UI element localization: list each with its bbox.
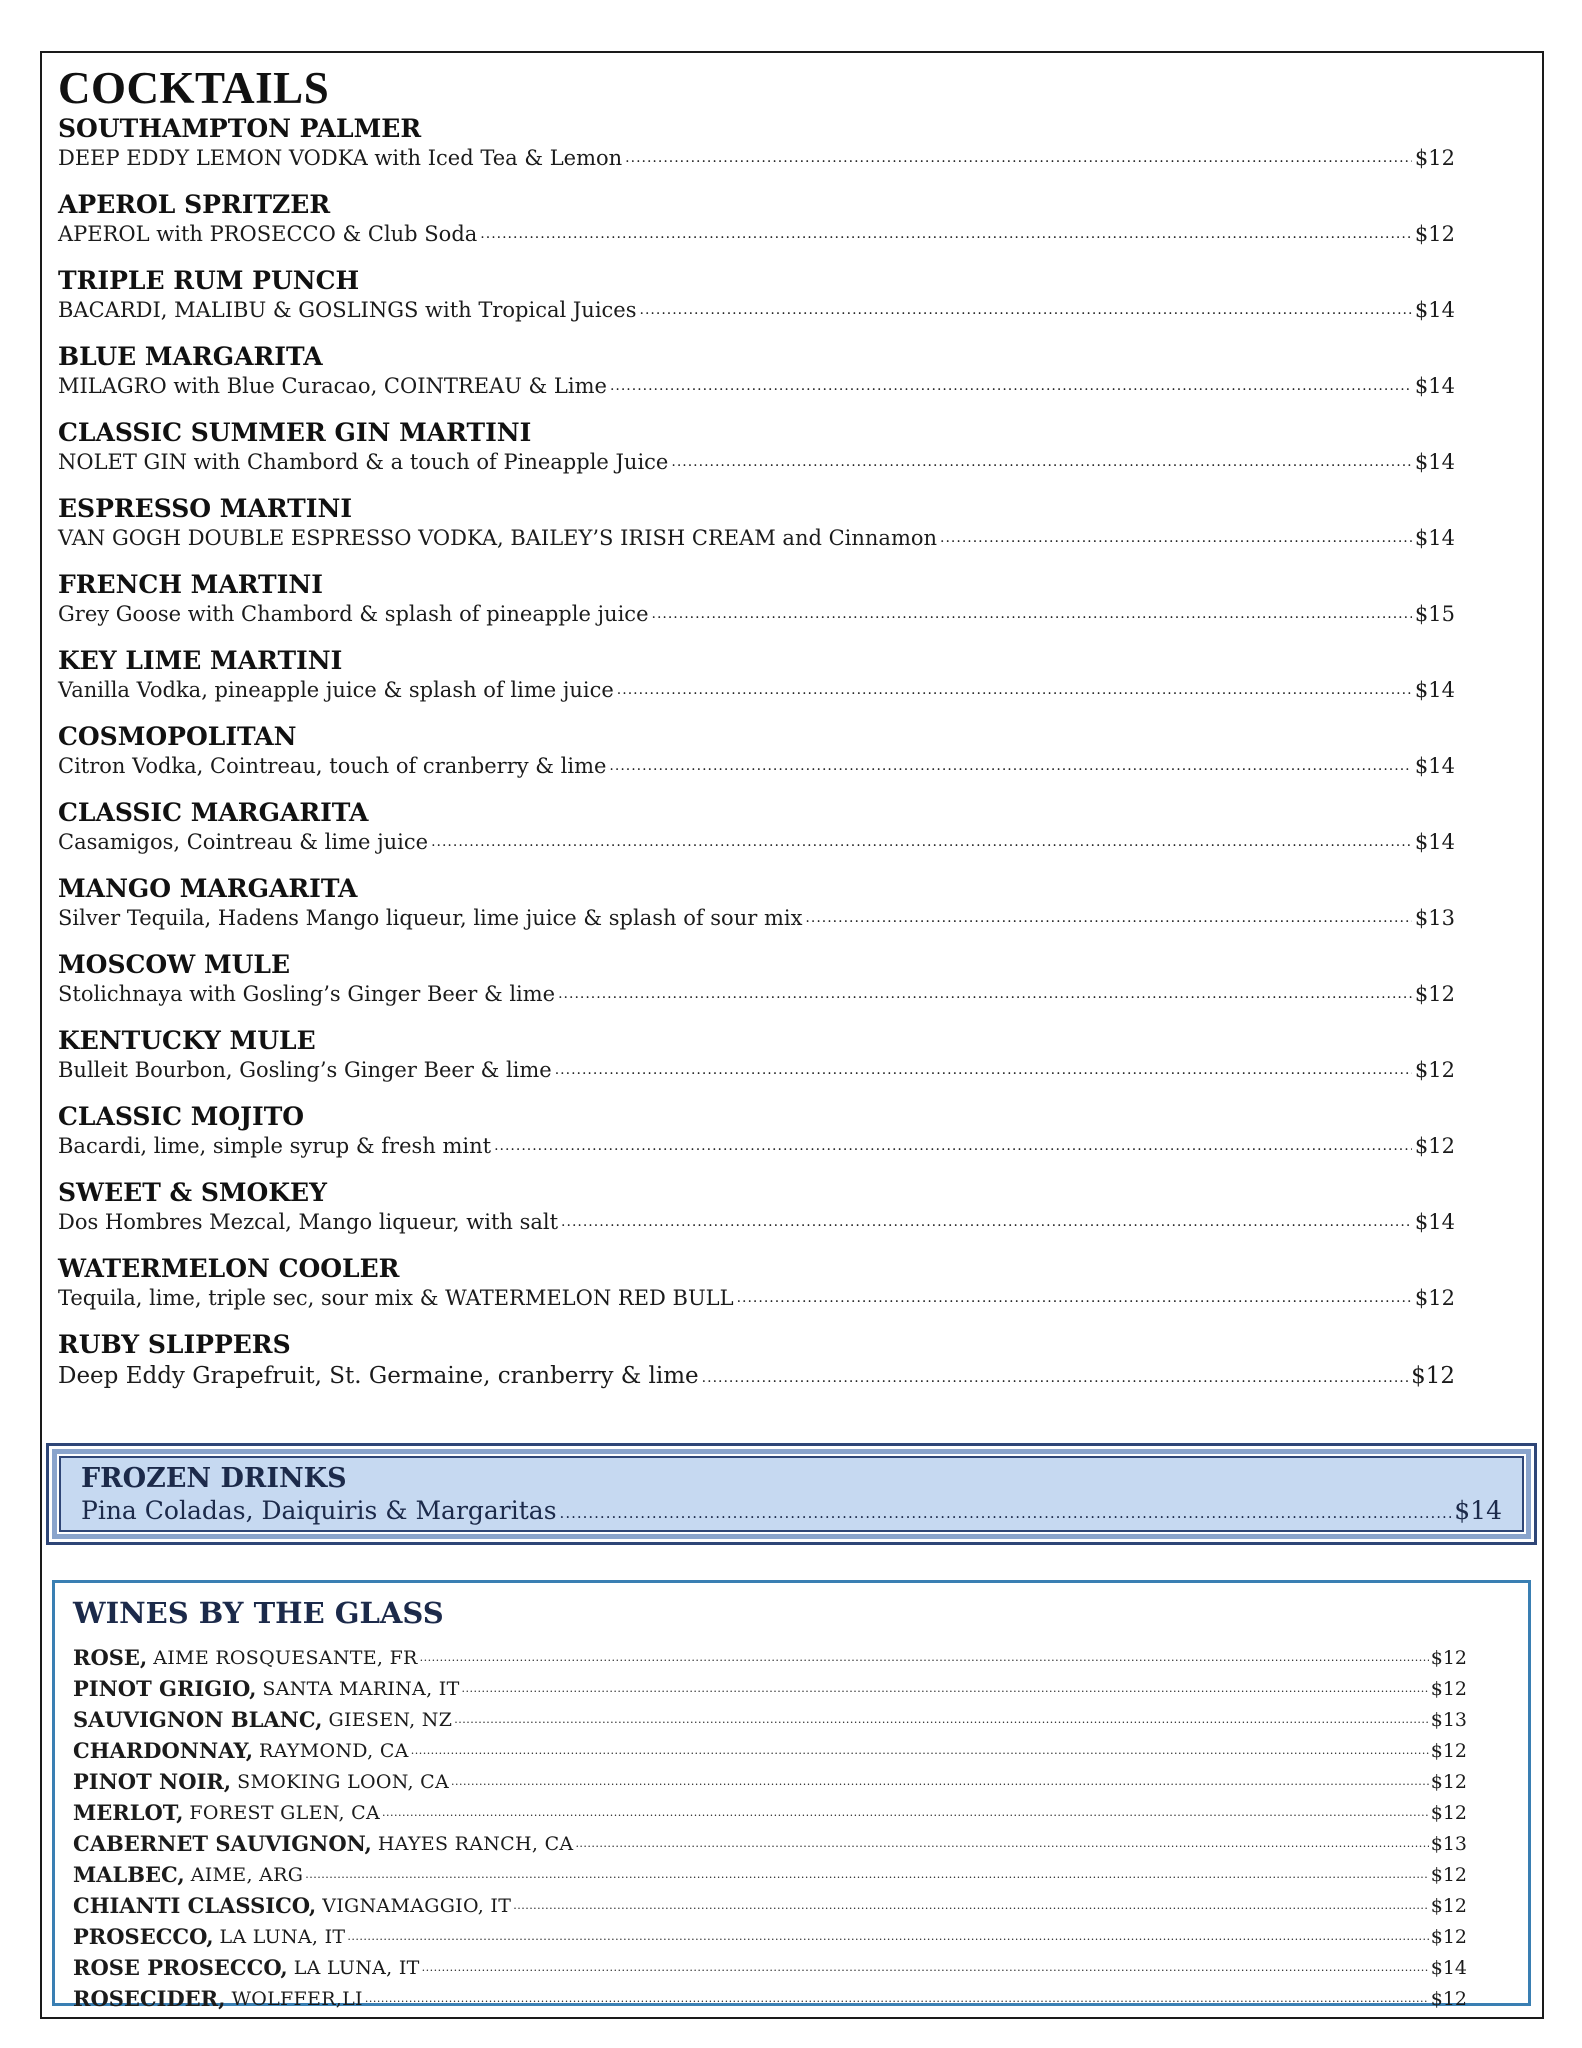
cocktail-name: SOUTHAMPTON PALMER (58, 114, 422, 143)
wine-price: $12 (1430, 1740, 1467, 1762)
cocktail-description: MILAGRO with Blue Curacao, COINTREAU & Lime (58, 374, 607, 398)
wine-origin: VIGNAMAGGIO, IT (322, 1895, 512, 1917)
dot-leader (561, 1212, 1412, 1232)
wine-origin: AIME, ARG (190, 1864, 304, 1886)
cocktail-line (58, 1132, 1455, 1160)
wine-price: $12 (1430, 1895, 1467, 1917)
cocktail-price: $13 (1414, 906, 1455, 930)
wine-origin: LA LUNA, IT (293, 1957, 420, 1979)
cocktail-item (58, 1178, 1455, 1236)
cocktail-price: $12 (1414, 222, 1455, 246)
dot-leader (382, 1806, 1429, 1820)
dot-leader (652, 604, 1412, 624)
dot-leader (558, 984, 1412, 1004)
wine-name: CHIANTI CLASSICO, (73, 1893, 317, 1918)
cocktail-price: $12 (1414, 1286, 1455, 1310)
cocktail-name: COSMOPOLITAN (58, 722, 297, 751)
frozen-drinks-line (81, 1494, 1502, 1528)
cocktail-description: Dos Hombres Mezcal, Mango liqueur, with salt (58, 1210, 559, 1234)
cocktail-price: $14 (1414, 754, 1455, 778)
wine-item (73, 1856, 1467, 1887)
dot-leader (431, 832, 1412, 852)
cocktail-description: Deep Eddy Grapefruit, St. Germaine, cranberry & lime (58, 1363, 699, 1389)
dot-leader (610, 376, 1412, 396)
frozen-drinks-description: Pina Coladas, Daiquiris & Margaritas (81, 1496, 557, 1525)
cocktail-item (58, 1102, 1455, 1160)
cocktail-description: NOLET GIN with Chambord & a touch of Pineapple Juice (58, 450, 669, 474)
cocktail-name: APEROL SPRITZER (58, 190, 331, 219)
wine-item (73, 1701, 1467, 1732)
cocktail-name: ESPRESSO MARTINI (58, 494, 353, 523)
wine-name: ROSE PROSECCO, (73, 1955, 288, 1980)
cocktail-line (58, 220, 1455, 248)
dot-leader (480, 224, 1412, 244)
cocktail-name: SWEET & SMOKEY (58, 1178, 327, 1207)
wine-price: $12 (1430, 1771, 1467, 1793)
cocktail-price: $14 (1414, 450, 1455, 474)
cocktail-line (58, 1284, 1455, 1312)
cocktail-line (58, 1360, 1455, 1392)
cocktail-line (58, 904, 1455, 932)
dot-leader (513, 1899, 1429, 1913)
cocktail-item (58, 722, 1455, 780)
cocktail-price: $12 (1414, 1134, 1455, 1158)
cocktail-item (58, 418, 1455, 476)
wine-item (73, 1763, 1467, 1794)
cocktail-price: $12 (1414, 982, 1455, 1006)
dot-leader (671, 452, 1412, 472)
cocktail-price: $14 (1414, 678, 1455, 702)
dot-leader (560, 1503, 1452, 1523)
cocktail-item (58, 798, 1455, 856)
dot-leader (737, 1288, 1412, 1308)
wine-price: $12 (1430, 1802, 1467, 1824)
cocktail-name: FRENCH MARTINI (58, 570, 323, 599)
wine-item (73, 1887, 1467, 1918)
cocktail-name: CLASSIC MARGARITA (58, 798, 369, 827)
wine-name: MALBEC, (73, 1862, 185, 1887)
cocktail-name: MANGO MARGARITA (58, 874, 358, 903)
cocktail-description: Grey Goose with Chambord & splash of pineapple juice (58, 602, 649, 626)
wine-origin: FOREST GLEN, CA (189, 1802, 380, 1824)
dot-leader (365, 1992, 1429, 2006)
wine-name: CABERNET SAUVIGNON, (73, 1831, 372, 1856)
wine-name: SAUVIGNON BLANC, (73, 1707, 323, 1732)
wine-price: $12 (1430, 1647, 1467, 1669)
cocktail-item (58, 1026, 1455, 1084)
cocktail-price: $14 (1414, 374, 1455, 398)
wines-by-the-glass-section (52, 1580, 1531, 2011)
cocktail-item (58, 1254, 1455, 1312)
wine-origin: GIESEN, NZ (328, 1709, 453, 1731)
cocktail-line (58, 296, 1455, 324)
cocktail-line (58, 980, 1455, 1008)
wine-name: ROSE, (73, 1645, 148, 1670)
cocktail-item (58, 190, 1455, 248)
cocktail-line (58, 828, 1455, 856)
dot-leader (702, 1368, 1408, 1388)
wine-name: PINOT NOIR, (73, 1769, 232, 1794)
wine-item (73, 1825, 1467, 1856)
dot-leader (940, 528, 1412, 548)
dot-leader (420, 1651, 1429, 1665)
cocktail-item (58, 950, 1455, 1008)
wine-item (73, 1732, 1467, 1763)
cocktail-description: VAN GOGH DOUBLE ESPRESSO VODKA, BAILEY’S IRISH CREAM and Cinnamon (58, 526, 938, 550)
wine-name: MERLOT, (73, 1800, 184, 1825)
cocktail-line (58, 600, 1455, 628)
cocktail-name: CLASSIC MOJITO (58, 1102, 305, 1131)
dot-leader (411, 1744, 1429, 1758)
cocktail-name: TRIPLE RUM PUNCH (58, 266, 360, 295)
wines-title: WINES BY THE GLASS (73, 1596, 444, 1630)
cocktail-line (58, 524, 1455, 552)
wine-origin: RAYMOND, CA (259, 1740, 409, 1762)
wine-price: $14 (1430, 1957, 1467, 1979)
cocktail-price: $12 (1411, 1363, 1455, 1389)
dot-leader (494, 1136, 1412, 1156)
dot-leader (640, 300, 1412, 320)
cocktail-name: BLUE MARGARITA (58, 342, 323, 371)
frozen-drinks-price: $14 (1454, 1496, 1502, 1525)
wine-item (73, 1670, 1467, 1701)
dot-leader (575, 1837, 1428, 1851)
cocktail-description: Citron Vodka, Cointreau, touch of cranberry & lime (58, 754, 607, 778)
wine-price: $12 (1430, 1926, 1467, 1948)
cocktail-description: Casamigos, Cointreau & lime juice (58, 830, 429, 854)
wine-name: CHARDONNAY, (73, 1738, 254, 1763)
wine-origin: AIME ROSQUESANTE, FR (153, 1647, 418, 1669)
dot-leader (805, 908, 1411, 928)
cocktails-title: COCKTAILS (58, 63, 330, 113)
dot-leader (305, 1868, 1428, 1882)
frozen-drinks-box (46, 1443, 1537, 1545)
cocktail-price: $14 (1414, 1210, 1455, 1234)
cocktail-item (58, 342, 1455, 400)
cocktail-line (58, 1208, 1455, 1236)
frozen-drinks-title: FROZEN DRINKS (81, 1463, 347, 1494)
wine-origin: HAYES RANCH, CA (377, 1833, 574, 1855)
cocktail-name: KENTUCKY MULE (58, 1026, 316, 1055)
cocktail-name: MOSCOW MULE (58, 950, 291, 979)
cocktail-description: Vanilla Vodka, pineapple juice & splash of lime juice (58, 678, 614, 702)
cocktail-line (58, 752, 1455, 780)
cocktail-price: $14 (1414, 526, 1455, 550)
cocktail-price: $14 (1414, 830, 1455, 854)
wine-price: $12 (1430, 1864, 1467, 1886)
cocktail-item (58, 266, 1455, 324)
cocktail-item (58, 1330, 1455, 1392)
cocktails-section (58, 62, 1455, 1392)
cocktail-item (58, 874, 1455, 932)
cocktail-description: Tequila, lime, triple sec, sour mix & WATERMELON RED BULL (58, 1286, 734, 1310)
wine-price: $13 (1430, 1709, 1467, 1731)
cocktail-description: BACARDI, MALIBU & GOSLINGS with Tropical Juices (58, 298, 637, 322)
wine-origin: SMOKING LOON, CA (237, 1771, 450, 1793)
cocktail-description: DEEP EDDY LEMON VODKA with Iced Tea & Lemon (58, 146, 623, 170)
dot-leader (609, 756, 1411, 776)
dot-leader (422, 1961, 1429, 1975)
dot-leader (617, 680, 1412, 700)
cocktail-description: APEROL with PROSECCO & Club Soda (58, 222, 478, 246)
dot-leader (451, 1775, 1429, 1789)
cocktail-price: $15 (1414, 602, 1455, 626)
cocktail-item (58, 570, 1455, 628)
wine-name: ROSECIDER, (73, 1986, 226, 2011)
cocktail-line (58, 1056, 1455, 1084)
dot-leader (454, 1713, 1428, 1727)
cocktail-line (58, 676, 1455, 704)
wine-origin: SANTA MARINA, IT (262, 1678, 460, 1700)
cocktail-description: Stolichnaya with Gosling’s Ginger Beer & lime (58, 982, 556, 1006)
wine-origin: WOLFFER,LI (231, 1988, 363, 2010)
wine-name: PROSECCO, (73, 1924, 214, 1949)
dot-leader (347, 1930, 1428, 1944)
wine-item (73, 1794, 1467, 1825)
cocktail-description: Silver Tequila, Hadens Mango liqueur, lime juice & splash of sour mix (58, 906, 803, 930)
cocktail-name: RUBY SLIPPERS (58, 1330, 291, 1359)
cocktail-name: KEY LIME MARTINI (58, 646, 343, 675)
wine-price: $12 (1430, 1678, 1467, 1700)
cocktail-price: $12 (1414, 1058, 1455, 1082)
dot-leader (625, 148, 1412, 168)
cocktail-description: Bacardi, lime, simple syrup & fresh mint (58, 1134, 492, 1158)
cocktail-price: $14 (1414, 298, 1455, 322)
cocktail-line (58, 144, 1455, 172)
cocktail-name: WATERMELON COOLER (58, 1254, 400, 1283)
wine-item (73, 1980, 1467, 2011)
wine-price: $13 (1430, 1833, 1467, 1855)
wine-list (73, 1639, 1528, 2011)
wine-item (73, 1639, 1467, 1670)
cocktail-list (58, 114, 1455, 1392)
cocktail-line (58, 448, 1455, 476)
cocktail-item (58, 114, 1455, 172)
cocktail-price: $12 (1414, 146, 1455, 170)
dot-leader (462, 1682, 1429, 1696)
dot-leader (555, 1060, 1412, 1080)
cocktail-line (58, 372, 1455, 400)
wine-price: $12 (1430, 1988, 1467, 2010)
wine-name: PINOT GRIGIO, (73, 1676, 257, 1701)
wine-item (73, 1949, 1467, 1980)
cocktail-name: CLASSIC SUMMER GIN MARTINI (58, 418, 532, 447)
wine-item (73, 1918, 1467, 1949)
cocktail-item (58, 494, 1455, 552)
cocktail-item (58, 646, 1455, 704)
wine-origin: LA LUNA, IT (219, 1926, 346, 1948)
cocktail-description: Bulleit Bourbon, Gosling’s Ginger Beer & lime (58, 1058, 552, 1082)
